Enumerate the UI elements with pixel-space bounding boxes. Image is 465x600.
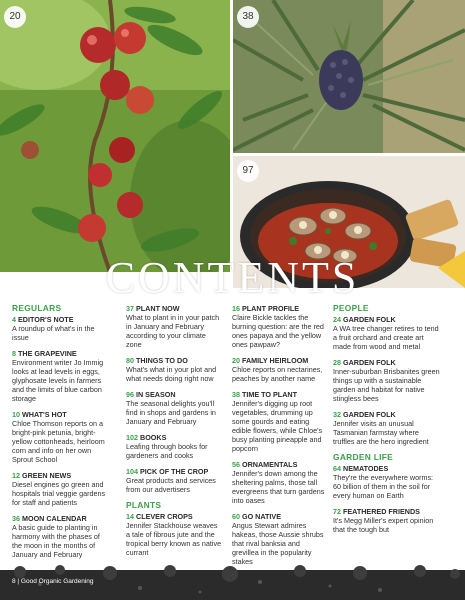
entry-heading — [12, 471, 108, 480]
entry-description: Leafing through books for gardeners and cooks — [126, 442, 208, 460]
entry-description: Great products and services from our advertisers — [126, 476, 216, 494]
entry-page-number: 24 — [333, 315, 341, 324]
entry-page-number: 102 — [126, 433, 138, 442]
entry-heading — [126, 467, 222, 476]
entry-page-number: 64 — [333, 464, 341, 473]
entry-description: Jennifer's down among the sheltering palms, those tall evergreens that turn gardens into oases — [232, 469, 325, 505]
contents-entry[interactable] — [232, 460, 328, 505]
entry-heading — [126, 512, 222, 521]
entry-description: Angus Stewart admires hakeas, those Aussie shrubs that rival banksia and grevillea in the popularity stakes — [232, 521, 324, 566]
entry-page-number: 20 — [232, 356, 240, 365]
entry-heading — [333, 315, 441, 324]
entry-title: GREEN NEWS — [22, 471, 72, 480]
entry-heading — [232, 304, 328, 313]
section-heading: GARDEN LIFE — [333, 452, 394, 462]
entry-heading — [12, 514, 108, 523]
entry-description: Jennifer's digging up root vegetables, drumming up some gourds and eating edible flowers, while Chloe's busy planting pineapple and popcorn — [232, 399, 323, 453]
entry-title: TIME TO PLANT — [242, 390, 297, 399]
entry-description: Jennifer Stackhouse weaves a tale of fibrous jute and the tropical berry known as native currant — [126, 521, 222, 557]
entry-heading — [126, 304, 222, 313]
entry-title: GARDEN FOLK — [343, 315, 396, 324]
entry-title: THE GRAPEVINE — [18, 349, 77, 358]
contents-entry[interactable] — [232, 390, 328, 453]
entry-description: They're the everywhere worms: 60 billion of them in the soil for every human on Earth — [333, 473, 434, 500]
entry-page-number: 14 — [126, 512, 134, 521]
entry-description: Chloe Thomson reports on a bright-pink petunia, bright-yellow cottonheads, heirloom corn and info on her own Sprout School — [12, 419, 105, 464]
section-heading: PEOPLE — [333, 303, 369, 313]
entry-heading — [333, 410, 441, 419]
entry-page-number: 56 — [232, 460, 240, 469]
entry-title: GARDEN FOLK — [343, 358, 396, 367]
entry-heading — [126, 356, 222, 365]
entry-page-number: 12 — [12, 471, 20, 480]
contents-entry[interactable] — [12, 410, 108, 464]
entry-title: MOON CALENDAR — [22, 514, 87, 523]
entry-title: IN SEASON — [136, 390, 176, 399]
contents-entry[interactable] — [126, 356, 222, 383]
entry-title: BOOKS — [140, 433, 167, 442]
entry-description: Diesel engines go green and hospitals trial veggie gardens for staff and patients — [12, 480, 106, 507]
entry-page-number: 60 — [232, 512, 240, 521]
entry-title: GARDEN FOLK — [343, 410, 396, 419]
entry-page-number: 80 — [126, 356, 134, 365]
contents-entry[interactable] — [12, 514, 108, 559]
contents-column — [12, 304, 108, 566]
contents-entry[interactable] — [126, 467, 222, 494]
contents-column — [333, 304, 441, 541]
entry-description: What's what in your plot and what needs doing right now — [126, 365, 217, 383]
entry-heading — [12, 315, 108, 324]
entry-description: A basic guide to planting in harmony with the phases of the moon in the months of January and February — [12, 523, 100, 559]
entry-title: FAMILY HEIRLOOM — [242, 356, 309, 365]
entry-heading — [232, 390, 328, 399]
entry-title: PICK OF THE CROP — [140, 467, 209, 476]
entry-heading — [232, 460, 328, 469]
contents-entry[interactable] — [232, 304, 328, 349]
entry-title: PLANT NOW — [136, 304, 180, 313]
entry-title: WHAT'S HOT — [22, 410, 67, 419]
contents-entry[interactable] — [126, 433, 222, 460]
entry-title: CLEVER CROPS — [136, 512, 193, 521]
entry-heading — [126, 433, 222, 442]
entry-description: Jennifer visits an unusual Tasmanian farmstay where truffles are the hero ingredient — [333, 419, 429, 446]
entry-title: NEMATODES — [343, 464, 389, 473]
entry-description: Environment writer Jo Immig looks at lead levels in eggs, glyphosate levels in farmers and the limits of blue carbon storage — [12, 358, 104, 403]
entry-page-number: 104 — [126, 467, 138, 476]
entry-description: A WA tree changer retires to tend a fruit orchard and create art made from wood and metal — [333, 324, 439, 351]
entry-title: FEATHERED FRIENDS — [343, 507, 420, 516]
entry-description: Chloe reports on nectarines, peaches by another name — [232, 365, 323, 383]
entry-title: GO NATIVE — [242, 512, 282, 521]
page-badge: 20 — [4, 6, 26, 28]
contents-column — [232, 304, 328, 573]
contents-column — [126, 304, 222, 564]
page-badge: 97 — [237, 160, 259, 182]
contents-entry[interactable] — [12, 349, 108, 403]
entry-description: A roundup of what's in the issue — [12, 324, 95, 342]
entry-page-number: 96 — [126, 390, 134, 399]
contents-entry[interactable] — [333, 410, 441, 446]
contents-entry[interactable] — [232, 512, 328, 566]
entry-heading — [12, 410, 108, 419]
section-heading: PLANTS — [126, 500, 162, 510]
entry-heading — [232, 512, 328, 521]
entry-heading — [333, 464, 441, 473]
entry-description: What to plant in in your patch in January and February according to your climate zone — [126, 313, 220, 349]
contents-entry[interactable] — [333, 358, 441, 403]
entry-heading — [126, 390, 222, 399]
contents-entry[interactable] — [126, 304, 222, 349]
contents-entry[interactable] — [333, 464, 441, 500]
entry-page-number: 28 — [333, 358, 341, 367]
entry-title: ORNAMENTALS — [242, 460, 298, 469]
contents-entry[interactable] — [333, 507, 441, 534]
entry-description: Inner-suburban Brisbanites green things up with a sustainable garden and habitat for native stingless bees — [333, 367, 440, 403]
entry-heading — [232, 356, 328, 365]
entry-description: The seasonal delights you'll find in shops and gardens in January and February — [126, 399, 216, 426]
contents-entry[interactable] — [12, 315, 108, 342]
contents-entry[interactable] — [126, 390, 222, 426]
entry-heading — [333, 358, 441, 367]
entry-page-number: 36 — [12, 514, 20, 523]
page-badge: 38 — [237, 6, 259, 28]
entry-description: It's Megg Miller's expert opinion that the tough but — [333, 516, 434, 534]
contents-entry[interactable] — [333, 315, 441, 351]
contents-entry[interactable] — [12, 471, 108, 507]
entry-page-number: 8 — [12, 349, 16, 358]
contents-entry[interactable] — [126, 512, 222, 557]
entry-title: EDITOR'S NOTE — [18, 315, 74, 324]
section-heading: REGULARS — [12, 303, 62, 313]
entry-title: PLANT PROFILE — [242, 304, 300, 313]
entry-page-number: 10 — [12, 410, 20, 419]
photo-nectarines — [0, 0, 230, 272]
entry-page-number: 4 — [12, 315, 16, 324]
entry-heading — [333, 507, 441, 516]
entry-heading — [12, 349, 108, 358]
entry-description: Claire Bickle tackles the burning question: are the red ones papaya and the yellow ones pawpaw? — [232, 313, 324, 349]
entry-page-number: 72 — [333, 507, 341, 516]
contents-entry[interactable] — [232, 356, 328, 383]
entry-page-number: 32 — [333, 410, 341, 419]
photo-pineapple — [233, 0, 465, 153]
entry-page-number: 16 — [232, 304, 240, 313]
entry-page-number: 38 — [232, 390, 240, 399]
entry-page-number: 37 — [126, 304, 134, 313]
page-title: CONTENTS — [105, 253, 360, 302]
entry-title: THINGS TO DO — [136, 356, 188, 365]
page-footer: 8 | Good Organic Gardening — [12, 578, 94, 585]
